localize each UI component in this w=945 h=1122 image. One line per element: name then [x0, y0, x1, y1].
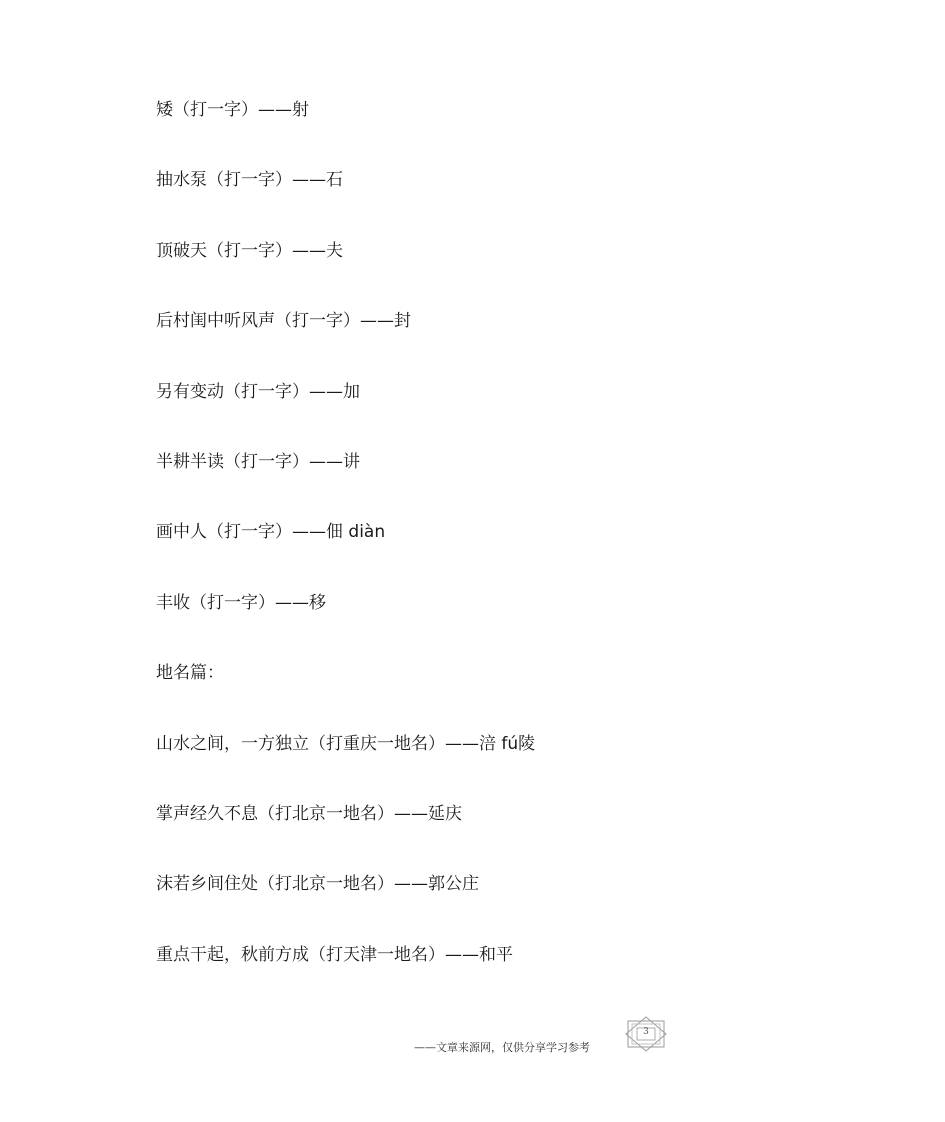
riddle-line: 抽水泵（打一字）——石: [156, 170, 343, 191]
riddle-line: 半耕半读（打一字）——讲: [156, 451, 360, 472]
riddle-line: 丰收（打一字）——移: [156, 592, 326, 613]
riddle-line: 顶破天（打一字）——夫: [156, 240, 343, 261]
riddle-list: [156, 96, 796, 1011]
riddle-line: 画中人（打一字）——佃 diàn: [156, 522, 386, 543]
page-number-badge: [624, 1016, 668, 1052]
riddle-line: 另有变动（打一字）——加: [156, 381, 360, 402]
section-heading: 地名篇：: [156, 663, 224, 684]
riddle-line: 山水之间，一方独立（打重庆一地名）——涪 fú陵: [156, 733, 536, 754]
riddle-line: 沫若乡间住处（打北京一地名）——郭公庄: [156, 874, 479, 895]
riddle-line: 重点干起，秋前方成（打天津一地名）——和平: [156, 944, 513, 965]
page-number: 3: [643, 1027, 649, 1037]
footer-note: ——文章来源网，仅供分享学习参考: [414, 1041, 590, 1054]
riddle-line: 矮（打一字）——射: [156, 100, 309, 120]
riddle-line: 后村闺中听风声（打一字）——封: [156, 311, 411, 332]
riddle-line: 掌声经久不息（打北京一地名）——延庆: [156, 803, 462, 824]
